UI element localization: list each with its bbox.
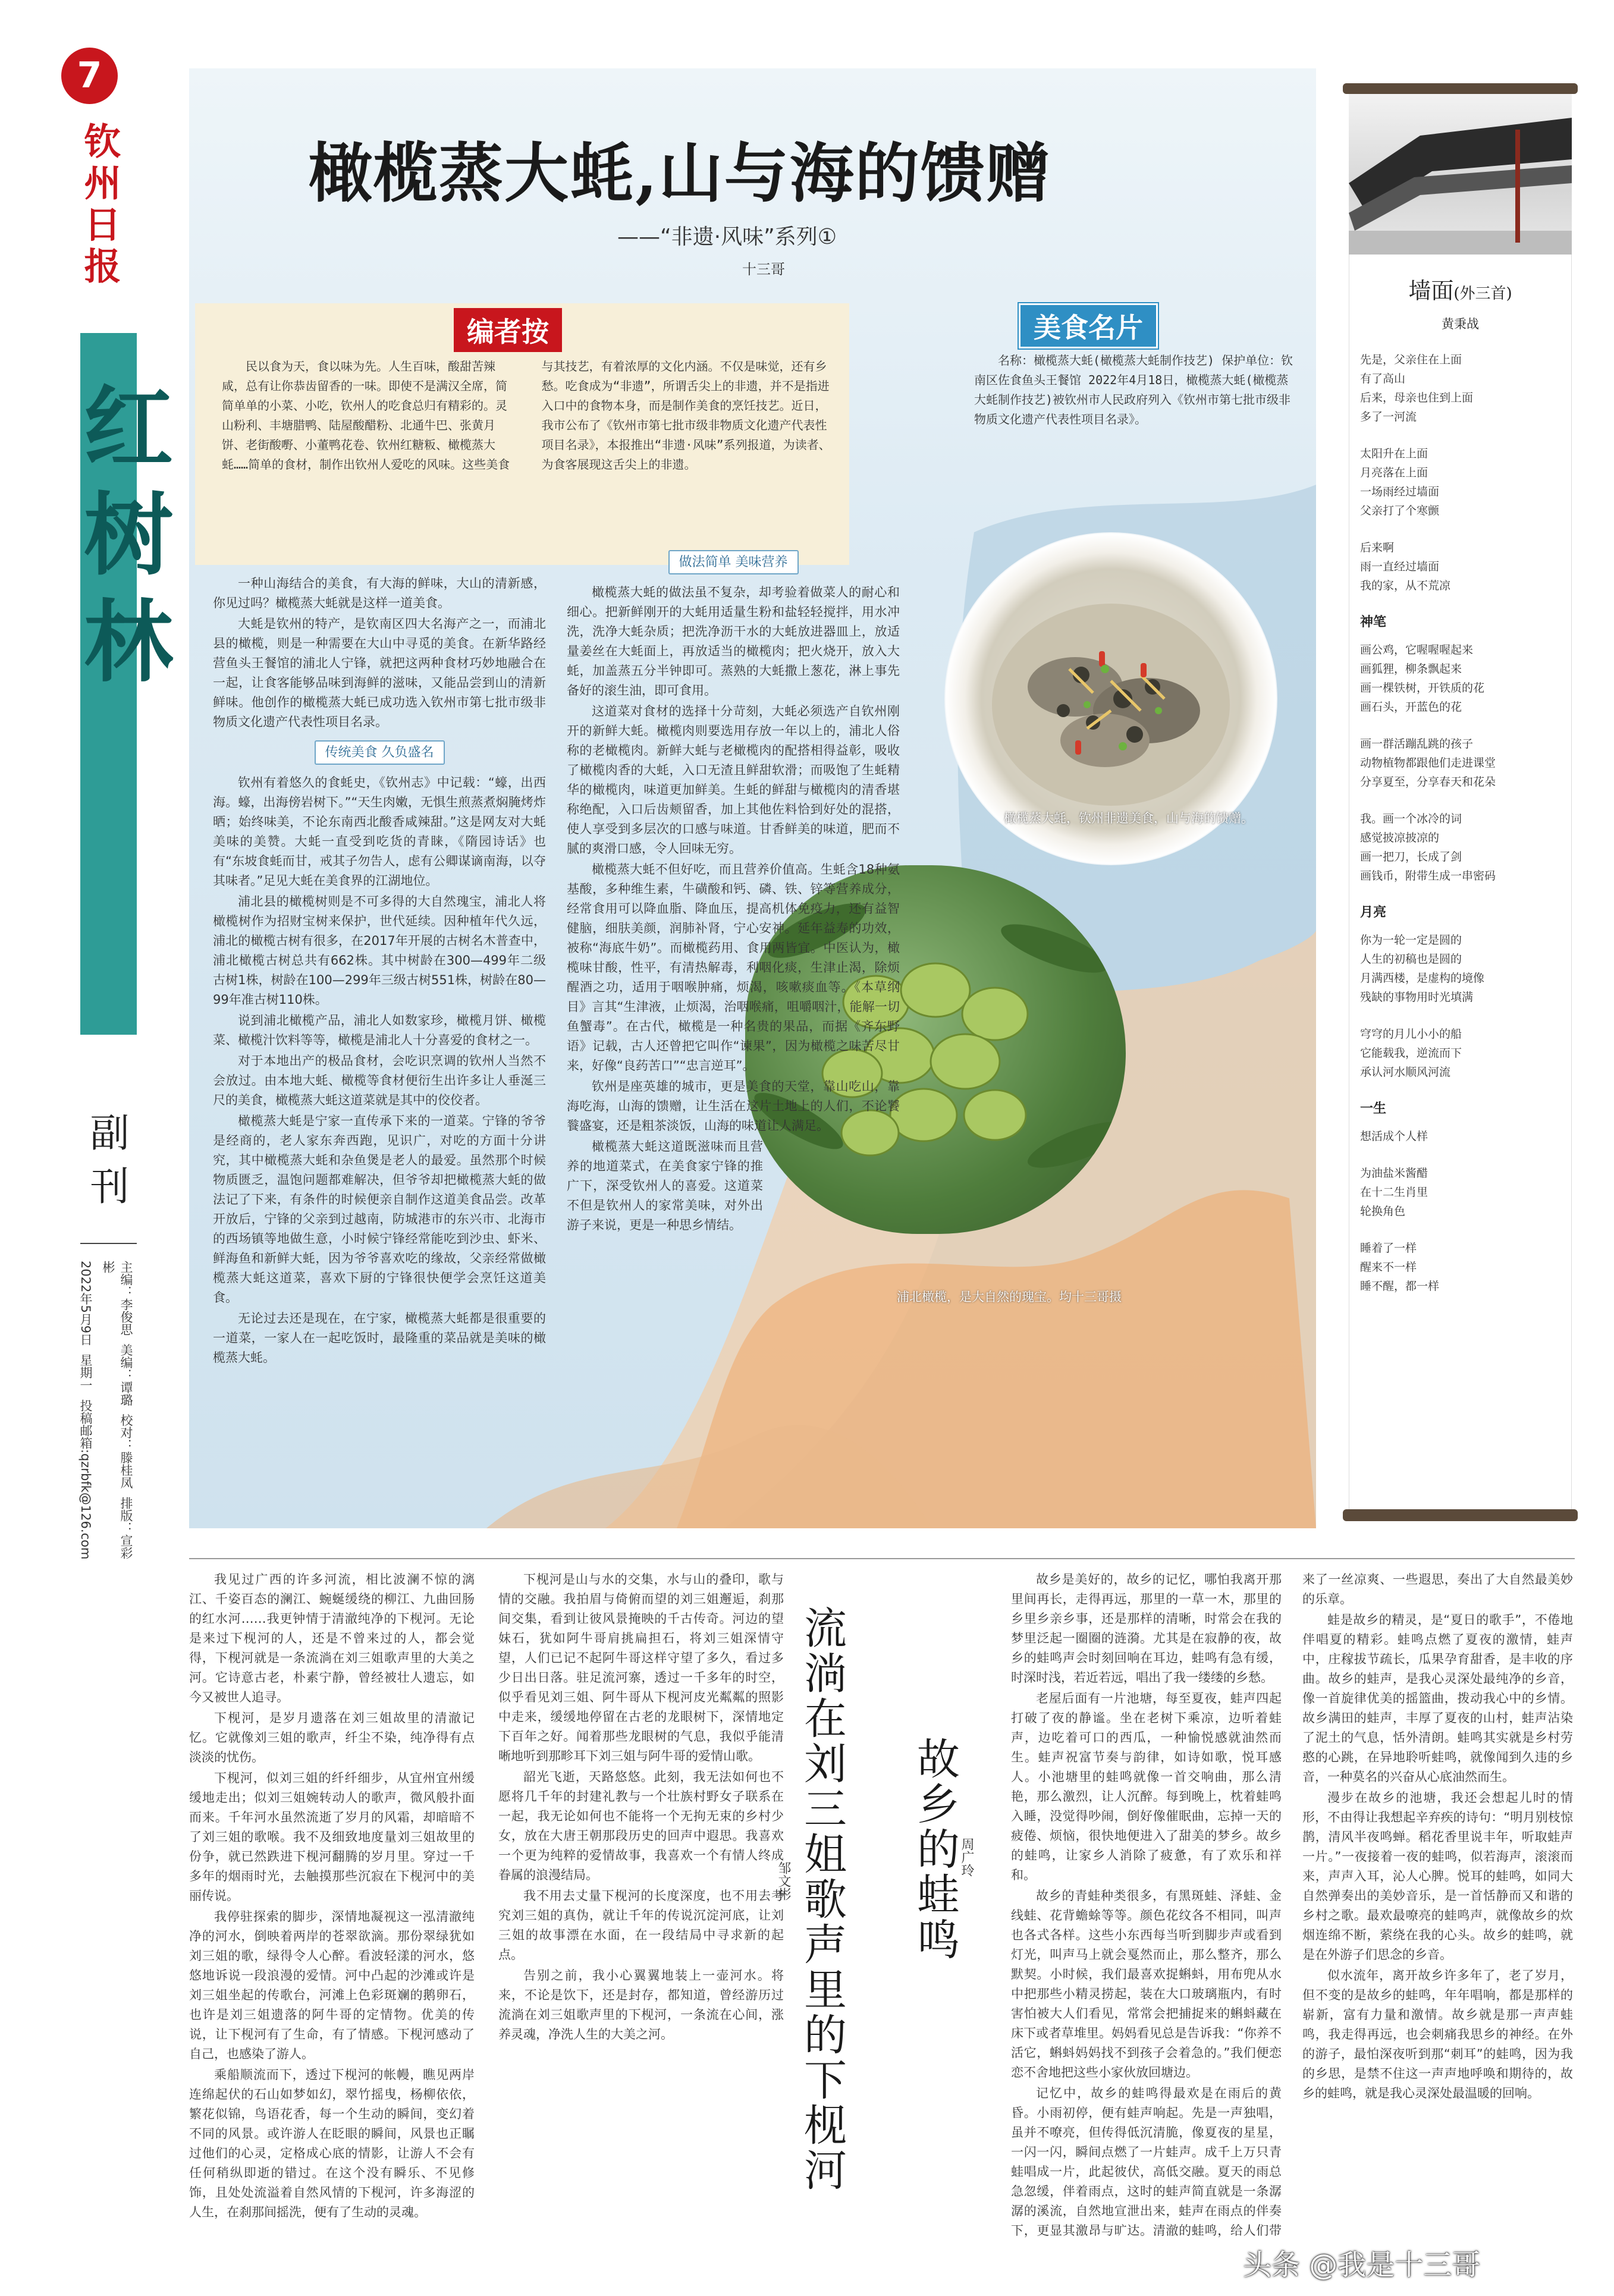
poem-line: 有了高山 — [1360, 372, 1406, 385]
poem-line: 太阳升在上面 — [1360, 447, 1428, 460]
paragraph: 对于本地出产的极品食材，会吃识烹调的钦州人当然不会放过。由本地大蚝、橄榄等食材便衍生出许多让人垂涎三尺的美食，橄榄蒸大蚝这道菜就是其中的佼佼者。 — [213, 1054, 546, 1107]
poem-groups — [1360, 350, 1560, 1296]
feature-column-2 — [567, 544, 900, 1236]
poem-line: 动物植物都跟他们走进课堂 — [1360, 756, 1496, 769]
paragraph: 下枧河，是岁月遗落在刘三姐故里的清澈记忆。它就像刘三姐的歌声，纤尘不染，纯净得有点淡淡的忧伤。 — [189, 1711, 475, 1764]
food-card-label: 美食名片 — [1019, 303, 1158, 348]
poem-stanza — [1360, 734, 1560, 791]
poem-stanza — [1360, 809, 1560, 885]
poem-scroll — [1349, 83, 1572, 1522]
poem-line: 它能载我，逆流而下 — [1360, 1047, 1462, 1060]
poem-line: 你为一轮一定是圆的 — [1360, 934, 1462, 947]
page-number-badge — [61, 48, 118, 104]
paragraph: 说到浦北橄榄产品，浦北人如数家珍，橄榄月饼、橄榄菜、橄榄汁饮料等等，橄榄是浦北人十分喜爱的食材之一。 — [213, 1013, 546, 1047]
paragraph: 一种山海结合的美食，有大海的鲜味，大山的清新感，你见过吗？橄榄蒸大蚝就是这样一道美食。 — [213, 576, 546, 610]
masthead — [56, 48, 173, 1570]
poem-line: 画一把刀，长成了剑 — [1360, 850, 1462, 863]
section-name: 红树林 — [68, 381, 173, 702]
poem-subtitle: 神笔 — [1360, 615, 1387, 630]
poem-stanza — [1360, 444, 1560, 520]
poem-line: 睡着了一样 — [1360, 1242, 1417, 1255]
paragraph: 乘船顺流而下，透过下枧河的帐幔，瞧见两岸连绵起伏的石山如梦如幻，翠竹摇曳，杨柳依依，繁花似锦，鸟语花香，每一个生动的瞬间，变幻着不同的风景。或许游人在眨眼的瞬间，风景也正瞩过他们的心灵，定格成心底的情影，让游人不会有任何稍纵即逝的错过。在这个没有瞬乐、不见修饰，且处处流溢着自然风情的下枧河，许多海涩的人生，在刹那间摇洗，便有了生动的灵魂。 — [189, 2068, 475, 2219]
paragraph: 浦北县的橄榄树则是不可多得的大自然瑰宝，浦北人将橄榄树作为招财宝树来保护，世代延续。因种植年代久远，浦北的橄榄古树有很多，在2017年开展的古树名木普查中，浦北橄榄古树总共有662株。其中树龄在300—499年二级古树1株，树龄在100—299年三级古树551株，树龄在80—99年准古树110株。 — [213, 894, 546, 1007]
paragraph: 故乡的青蛙种类很多，有黑斑蛙、泽蛙、金线蛙、花背蟾蜍等等。颜色花纹各不相同，叫声也各式各样。这些小东西每当听到脚步声或看到灯光，叫声马上就会戛然而止，那么整齐，那么默契。小时候，我们最喜欢捉蝌蚪，用布兜从水中把那些小精灵捞起，装在大口玻璃瓶内，有时害怕被大人们看见，常常会把捕捉来的蝌蚪藏在床下或者草堆里。妈妈看见总是告诉我：“你养不活它，蝌蚪妈妈找不到孩子会着急的。”我们便恋恋不舍地把这些小家伙放回塘边。 — [1011, 1889, 1282, 2080]
poem-line: 睡不醒，都一样 — [1360, 1280, 1440, 1293]
poem-stanza — [1360, 538, 1560, 595]
paragraph: 告别之前，我小心翼翼地装上一壶河水。将来，不论是饮下，还是封存，都知道，曾经游历过流淌在刘三姐歌声里的下枧河，一条流在心间，涨养灵魂，净洗人生的大美之河。 — [498, 1968, 784, 2041]
poem-author: 黄秉战 — [1442, 317, 1479, 331]
poem-subtitle: 月亮 — [1360, 905, 1387, 920]
poem-line: 画公鸡，它喔喔喔起来 — [1360, 643, 1474, 657]
scroll-body — [1349, 255, 1572, 1509]
article2-author: 邹文彬 — [776, 1861, 791, 1901]
poem-line: 人生的初稿也是圆的 — [1360, 953, 1462, 966]
paragraph: 这道菜对食材的选择十分苛刻，大蚝必须选产自钦州刚开的新鲜大蚝。橄榄肉则要选用存放一年以上的，浦北人俗称的老橄榄肉。新鲜大蚝与老橄榄肉的配搭相得益彰，吸收了橄榄肉香的大蚝，入口无渣且鲜甜软滑；而吸饱了生蚝精华的橄榄肉，味道更加鲜美。生蚝的鲜甜与橄榄肉的清香堪称绝配，入口后齿颊留香，加上其他佐料恰到好处的混搭，使人享受到多层次的口感与味道。甘香鲜美的味道，肥而不腻的爽滑口感，令人回味无穷。 — [567, 704, 900, 856]
paragraph: 似水流年，离开故乡许多年了，老了岁月，但不变的是故乡的蛙鸣，年年唱响，都是那样的崭新，富有力量和激情。故乡就是那一声声蛙鸣，我走得再远，也会刺痛我思乡的神经。在外的游子，最怕深夜听到那“刺耳”的蛙鸣，因为我的乡思，是禁不住这一声声地呼唤和期待的，故乡的蛙鸣，就是我心灵深处最温暖的回响。 — [1302, 1968, 1573, 2100]
date: 2022年5月9日 — [78, 1261, 93, 1346]
poem-line: 为油盐米酱醋 — [1360, 1167, 1428, 1180]
paragraph: 我停驻探索的脚步，深情地凝视这一泓清澈纯净的河水，倒映着两岸的苍翠欲滴。那份翠绿犹如刘三姐的歌，绿得令人心醉。看波轻漾的河水，悠悠地诉说一段浪漫的爱情。河中凸起的沙滩或许是刘三姐坐起的传歌台，河滩上色彩斑斓的鹅卵石，也许是刘三姐遗落的阿牛哥的定情物。优美的传说，让下枧河有了生命，有了情感。下枧河感动了自己，也感染了游人。 — [189, 1909, 475, 2061]
weekday: 星期一 — [78, 1353, 93, 1392]
food-card — [962, 303, 1307, 494]
oyster-photo-caption: 橄榄蒸大蚝，钦州非遗美食，山与海的馈赠。 — [1004, 811, 1254, 825]
article3-body — [1011, 1570, 1573, 2242]
poem-line: 多了一河流 — [1360, 410, 1417, 423]
poem-line: 我。画一个冰冷的词 — [1360, 812, 1462, 825]
paragraph: 橄榄蒸大蚝不但好吃，而且营养价值高。生蚝含18种氨基酸，多种维生素，牛磺酸和钙、磷、铁、锌等营养成分，经常食用可以降血脂、降血压，提高机体免疫力，还有益智健脑，细肤美颜，润肺补肾，宁心安神。延年益寿的功效，被称“海底牛奶”。而橄榄药用、食用两皆宜。中医认为，橄榄味甘酸，性平，有清热解毒，利咽化痰，生津止渴，除烦醒酒之功，适用于咽喉肿痛，烦渴，咳嗽痰血等。《本草纲目》言其“生津液，止烦渴，治咽喉痛，咀嚼咽汁，能解一切鱼蟹毒”。在古代，橄榄是一种名贵的果品，而据《齐东野语》记载，古人还曾把它叫作“谏果”，因为橄榄之味苦尽甘来，好像“良药苦口”“忠言逆耳”。 — [567, 862, 900, 1073]
paragraph: 下枧河是山与水的交集，水与山的叠印，歌与情的交融。我拍眉与倚俯而望的刘三姐邂逅，刹那间交集，看到让彼风景掩映的千古传奇。河边的望妹石，犹如阿牛哥肩挑扁担石，将刘三姐深情守望，人们已记不起阿牛哥这样守望了多久，看过多少日出日落。驻足流河寨，透过一千多年的时空，似乎看见刘三姐、阿牛哥从下枧河皮光粼粼的照影中走来，缓缓地停留在古老的龙眼树下，深情地定下百年之好。闻着那些龙眼树的气息，我似乎能清晰地听到那畛耳下刘三姐与阿牛哥的爱情山歌。 — [498, 1572, 784, 1763]
poem-title: 墙面 — [1408, 278, 1454, 304]
editor-note-box — [195, 303, 849, 565]
poem-line: 醒来不一样 — [1360, 1261, 1417, 1274]
poem-line: 画一棵铁树，开铁质的花 — [1360, 681, 1485, 695]
paragraph: 老屋后面有一片池塘，每至夏夜，蛙声四起打破了夜的静谧。坐在老树下乘凉，边听着蛙声，边吃着可口的西瓜，一种愉悦感就油然而生。蛙声祝富节奏与韵律，如诗如歌，悦耳感人。小池塘里的蛙鸣就像一首交响曲，那么清艳，那么激烈，让人沉醉。每到晚上，枕着蛙鸣入睡，没觉得吵闹，倒好像催眠曲，忘掉一天的疲倦、烦恼，很快地便进入了甜美的梦乡。故乡的蛙鸣，让家乡人消除了疲惫，有了欢乐和祥和。 — [1011, 1691, 1282, 1882]
section-heading: 做法简单 美味营养 — [668, 550, 799, 574]
editor-layout: 排版：宣彩彬 — [101, 1261, 133, 1560]
poem-subtitle: 一生 — [1360, 1101, 1387, 1116]
poem-line: 残缺的事物用时光填满 — [1360, 991, 1474, 1004]
feature-author: 十三哥 — [742, 261, 785, 278]
editor-note-label: 编者按 — [454, 308, 562, 352]
poem-line: 想活成个人样 — [1360, 1130, 1428, 1143]
poem-line: 月亮落在上面 — [1360, 466, 1428, 479]
editor-credits — [99, 1261, 135, 1570]
food-card-text: 名称：橄榄蒸大蚝(橄榄蒸大蚝制作技艺) 保护单位：钦南区佐食鱼头王餐馆 2022年4月18日，橄榄蒸大蚝(橄榄蒸大蚝制作技艺)被钦州市人民政府列入《钦州市第七批市级非物质文化遗产代表性项目名录》。 — [974, 353, 1293, 426]
poem-line: 在十二生肖里 — [1360, 1186, 1428, 1199]
poem-stanza — [1360, 1025, 1560, 1082]
paragraph: 橄榄蒸大蚝的做法虽不复杂，却考验着做菜人的耐心和细心。把新鲜刚开的大蚝用适量生粉和盐轻轻搅拌，用水冲洗，洗净大蚝杂质；把洗净沥干水的大蚝放进器皿上，放适量姜丝在大蚝面上，再放适当的橄榄肉；把火烧开，放入大蚝，加盖蒸五分半钟即可。蒸熟的大蚝撒上葱花，淋上事先备好的滚生油，即可食用。 — [567, 585, 900, 698]
poem-line: 后来，母亲也住到上面 — [1360, 391, 1474, 404]
poem-stanza — [1360, 1239, 1560, 1296]
poem-line: 分享夏至，分享春天和花朵 — [1360, 775, 1496, 789]
editor-proof: 校对：滕桂凤 — [119, 1414, 133, 1489]
feature-column-1 — [213, 574, 546, 1369]
poem-line: 画钱币，附带生成一串密码 — [1360, 869, 1496, 882]
page-number: 7 — [77, 55, 102, 96]
submission-email: 投稿邮箱:qzrbfk@126.com — [78, 1399, 93, 1560]
poem-line: 先是，父亲住在上面 — [1360, 353, 1462, 366]
poem-line: 画狐狸，柳条飘起来 — [1360, 662, 1462, 676]
paragraph: 钦州有着悠久的食蚝史，《钦州志》中记载：“蠔，出西海。蠔，出海傍岩树下。”“天生肉嫩，无惧生煎蒸煮焖腌烤炸晒；始终味美，不论东南西北酸香咸辣甜。”这是网友对大蚝美味的美赞。大蚝一直受到吃货的青睐，《隋园诗话》也有“东坡食蚝而甘，戒其子勿告人，虑有公卿谋谪南海，以夺其味者。”足见大蚝在美食界的江湖地位。 — [213, 775, 546, 888]
poem-line: 画一群活蹦乱跳的孩子 — [1360, 737, 1474, 750]
section-divider — [189, 1558, 1575, 1559]
paragraph: 我见过广西的许多河流，相比波澜不惊的漓江、千姿百态的澜江、蜿蜒缓绕的柳江、九曲回肠的红水河……我更钟情于清澈纯净的下枧河。无论是来过下枧河的人，还是不曾来过的人，都会觉得，下枧河就是一条流淌在刘三姐歌声里的大美之河。它诗意古老，朴素宁静，曾经被壮人遗忘，如今又被世人追寻。 — [189, 1572, 475, 1704]
paragraph: 下枧河，似刘三姐的纤纤细步，从宜州宜州缓缓地走出；似刘三姐婉转动人的歌声，微风般扑面而来。千年河水虽然流逝了岁月的风霜，却暗暗不了刘三姐的歌喉。我不及细致地度量刘三姐故里的份争，就已然跌进下枧河翻腾的岁月里。穿过一千多年的烟雨时光，去触摸那些沉寂在下枧河中的美丽传说。 — [189, 1771, 475, 1903]
feature-subtitle: ——“非遗·风味”系列① — [617, 225, 837, 249]
supplement-label: 副刊 — [83, 1112, 129, 1219]
scroll-top-bar — [1343, 83, 1578, 94]
eaves-illustration — [1349, 94, 1572, 255]
poem-line: 穹穹的月儿小小的船 — [1360, 1028, 1462, 1041]
poem-stanza — [1360, 1164, 1560, 1221]
poem-line: 我的家，从不荒凉 — [1360, 579, 1451, 592]
paragraph: 橄榄蒸大蚝这道既滋味而且营养的地道菜式，在美食家宁锋的推广下，深受钦州人的喜爱。这道菜不但是钦州人的家常美味，对外出游子来说，更是一种思乡情结。 — [567, 1139, 763, 1232]
scroll-header-image — [1349, 94, 1572, 255]
poem-line: 画石头，开蓝色的花 — [1360, 701, 1462, 714]
editor-art: 美编：谭璐 — [119, 1343, 133, 1406]
poem-stanza — [1360, 640, 1560, 717]
poem-line: 承认河水顺风河流 — [1360, 1066, 1451, 1079]
paragraph: 钦州是座英雄的城市，更是美食的天堂，靠山吃山，靠海吃海，山海的馈赠，让生活在这片土地上的人们，不论饕餮盛宴，还是粗茶淡饭，山海的味道让人满足。 — [567, 1079, 900, 1133]
poem-line: 月满西楼，是虚构的境像 — [1360, 972, 1485, 985]
poem-line: 感觉披凉披凉的 — [1360, 831, 1440, 844]
article3-title: 故乡的蛙鸣 — [910, 1736, 960, 1962]
feature-panel — [189, 68, 1316, 1528]
paragraph: 韶光飞逝，天路悠悠。此刻，我无法如何也不愿将几千年的封建礼教与一个壮族村野女子联系在一起，我无论如何也不能将一个无拘无束的乡村少女，放在大唐王朝那段历史的回声中遐思。我喜欢一个更为纯粹的爱情故事，我喜欢一个有情人终成眷属的浪漫结局。 — [498, 1770, 784, 1882]
article3-author: 周广玲 — [959, 1838, 974, 1877]
poem-line: 一场雨经过墙面 — [1360, 485, 1440, 498]
poem-line: 轮换角色 — [1360, 1205, 1406, 1218]
paragraph: 橄榄蒸大蚝是宁家一直传承下来的一道菜。宁锋的爷爷是经商的，老人家东奔西跑，见识广，对吃的方面十分讲究，其中橄榄蒸大蚝和杂鱼煲是老人的最爱。虽然那个时候物质匮乏，温饱问题都难解决，但爷爷却把橄榄蒸大蚝的做法记了下来，有条件的时候便亲自制作这道美食品尝。改革开放后，宁锋的父亲到过越南，防城港市的东兴市、北海市的西场镇等地做生意，小时候宁锋经常能吃到沙虫、虾米、鲜海鱼和新鲜大蚝，因为爷爷喜欢吃的缘故，父亲经常做橄榄蒸大蚝这道菜，喜欢下厨的宁锋很快便学会烹饪这道美食。 — [213, 1114, 546, 1305]
scroll-bottom-bar — [1343, 1509, 1578, 1521]
poem-stanza — [1360, 350, 1560, 426]
poem-title-suffix: (外三首) — [1453, 285, 1512, 303]
olive-photo-caption: 浦北橄榄，是大自然的瑰宝。均十三哥摄 — [897, 1290, 1122, 1304]
paragraph: 故乡是美好的，故乡的记忆，哪怕我离开那里间再长，走得再远，那里的一草一木，那里的乡里乡亲乡事，还是那样的清晰，时常会在我的梦里泛起一圈圈的涟漪。尤其是在寂静的夜，故乡的蛙鸣声会时刻回响在耳边，蛙鸣有急有缓，时深时浅，若近若远，唱出了我一缕缕的乡愁。 — [1011, 1572, 1282, 1685]
masthead-rule — [80, 1243, 137, 1244]
paragraph: 蛙是故乡的精灵，是“夏日的歌手”，不倦地伴唱夏的精彩。蛙鸣点燃了夏夜的激情，蛙声中，庄稼拔节疏长，瓜果孕育甜香，是丰收的序曲。故乡的蛙声，是我心灵深处最纯净的乡音，像一首旋律优美的摇篮曲，拨动我心中的乡情。故乡满田的蛙声，丰厚了夏夜的山村，蛙声沾染了泥土的气息，恬外清朗。蛙鸣其实就是乡村劳憨的心跳，在异地聆听蛙鸣，就像闻到久违的乡音，一种莫名的兴奋从心底油然而生。 — [1302, 1613, 1573, 1784]
paragraph: 大蚝是钦州的特产，是钦南区四大名海产之一，而浦北县的橄榄，则是一种需要在大山中寻觅的美食。在新华路经营鱼头王餐馆的浦北人宁锋，就把这两种食材巧妙地融合在一起，让食客能够品味到海鲜的滋味，又能品尝到山的清新鲜味。他创作的橄榄蒸大蚝已成功选入钦州市第七批市级非物质文化遗产代表性项目名录。 — [213, 617, 546, 729]
editor-chief: 主编：李俊思 — [119, 1261, 133, 1336]
poem-line: 后来啊 — [1360, 541, 1395, 554]
poem-stanza — [1360, 931, 1560, 1007]
paragraph: 记忆中，故乡的蛙鸣得最欢是在雨后的黄昏。小雨初停，便有蛙声响起。先是一声独唱，虽并不嘹亮，但传得低沉清脆，像夏夜的星星，一闪一闪，瞬间点燃了一片蛙声。成千上万只青蛙唱成一片，此起彼伏，高低交融。夏天的雨总急忽缓，伴着雨点，这时的蛙声简直就是一条潺潺的溪流，自然地宣泄出来，蛙声在雨点的伴奏下，更显其激昂与旷达。清澈的蛙鸣，给人们带来了一丝凉爽、一些遐思，奏出了大自然最美妙的乐章。 — [1011, 1572, 1573, 2238]
paragraph: 漫步在故乡的池塘，我还会想起儿时的情形，不由得让我想起辛弃疾的诗句：“明月别枝惊鹊，清风半夜鸣蝉。稻花香里说丰年，听取蛙声一片。”一夜接着一夜的蛙鸣，似若海声，滚滚而来，声声入耳，沁人心脾。悦耳的蛙鸣，如同大自然弹奏出的美妙音乐，是一首恬静而又和谐的乡村之歌。最欢最嘹亮的蛙鸣声，就像故乡的炊烟连绵不断，萦绕在我的心头。故乡的蛙鸣，就是在外游子们思念的乡音。 — [1302, 1791, 1573, 1962]
feature-title: 橄榄蒸大蚝,山与海的馈赠 — [308, 136, 1051, 211]
poem-stanza — [1360, 1127, 1560, 1146]
article2-body — [189, 1570, 784, 2236]
paragraph: 无论过去还是现在，在宁家，橄榄蒸大蚝都是很重要的一道菜，一家人在一起吃饭时，最隆重的菜品就是美味的橄榄蒸大蚝。 — [213, 1311, 546, 1365]
section-heading: 传统美食 久负盛名 — [315, 740, 445, 765]
poem-line: 雨一直经过墙面 — [1360, 560, 1440, 573]
newspaper-name: 钦州日报 — [78, 122, 121, 288]
editor-note-text: 民以食为天，食以味为先。人生百味，酸甜苦辣咸，总有让你恭齿留香的一味。即使不是满汉全席，简简单单的小菜、小吃，钦州人的吃食总归有精彩的。灵山粉利、丰塘腊鸭、陆屋酸醋粉、北通牛巴、张黄月饼、老街酸嘢、小董鸭花卷、钦州红糖粄、橄榄蒸大蚝……简单的食材，制作出钦州人爱吃的风味。这些美食与其技艺，有着浓厚的文化内涵。不仅是味觉，还有乡愁。吃食成为“非遗”，所谓舌尖上的非遗，并不是指进入口中的食物本身，而是制作美食的烹饪技艺。近日，我市公布了《钦州市第七批市级非物质文化遗产代表性项目名录》，本报推出“非遗·风味”系列报道，为读者、为食客展现这舌尖上的非遗。 — [222, 359, 831, 472]
paragraph: 我不用去丈量下枧河的长度深度，也不用去考究刘三姐的真伪，就让千年的传说沉淀河底，让刘三姐的故事漂在水面，在一段结局中寻求新的起点。 — [498, 1889, 784, 1962]
poem-line: 父亲打了个寒颤 — [1360, 504, 1440, 517]
article2-title: 流淌在刘三姐歌声里的下枧河 — [797, 1606, 847, 2193]
issue-date — [77, 1261, 95, 1559]
watermark: 头条 @我是十三哥 — [1243, 2248, 1481, 2282]
